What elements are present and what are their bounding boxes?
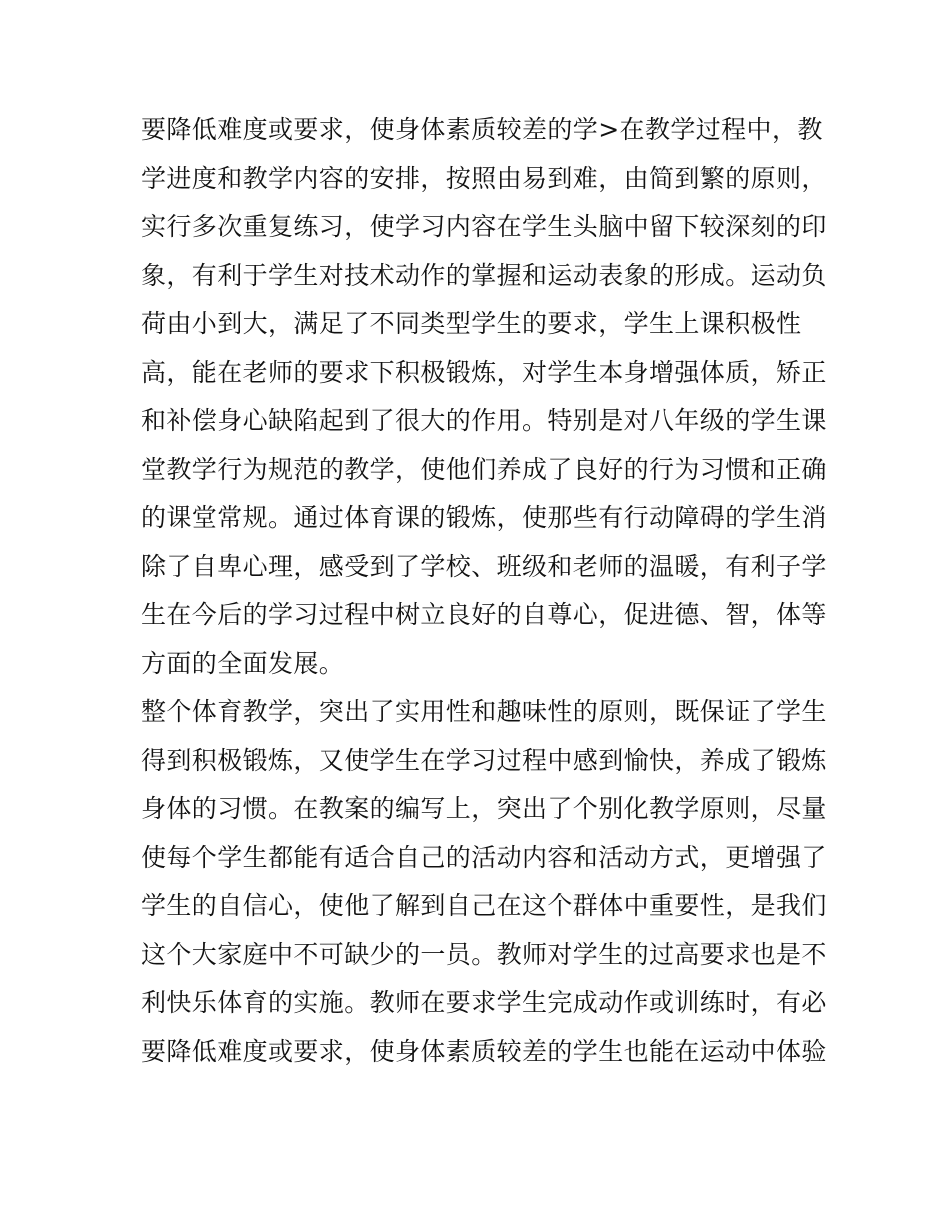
text-line: 要降低难度或要求，使身体素质较差的学生也能在运动中体验 xyxy=(141,1036,827,1066)
text-line: 象，有利于学生对技术动作的掌握和运动表象的形成。运动负 xyxy=(141,260,827,290)
text-line: 整个体育教学，突出了实用性和趣味性的原则，既保证了学生 xyxy=(141,697,827,726)
text-line: 和补偿身心缺陷起到了很大的作用。特别是对八年级的学生课 xyxy=(141,406,827,435)
body-text xyxy=(141,106,827,1076)
text-line: 高，能在老师的要求下积极锻炼，对学生本身增强体质，矫正 xyxy=(141,357,827,387)
text-line: 堂教学行为规范的教学，使他们养成了良好的行为习惯和正确 xyxy=(141,454,827,484)
text-line: 学生的自信心，使他了解到自己在这个群体中重要性，是我们 xyxy=(141,891,827,920)
text-line: 利快乐体育的实施。教师在要求学生完成动作或训练时，有必 xyxy=(141,988,827,1017)
text-line: 身体的习惯。在教案的编写上，突出了个别化教学原则，尽量 xyxy=(141,794,827,823)
text-line: 学进度和教学内容的安排，按照由易到难，由简到繁的原则， xyxy=(141,163,827,193)
text-line: 的课堂常规。通过体育课的锻炼，使那些有行动障碍的学生消 xyxy=(141,503,827,532)
text-line: 除了自卑心理，感受到了学校、班级和老师的温暖，有利子学 xyxy=(141,551,827,581)
text-line: 得到积极锻炼，又使学生在学习过程中感到愉快，养成了锻炼 xyxy=(141,745,827,775)
text-line: 这个大家庭中不可缺少的一员。教师对学生的过高要求也是不 xyxy=(141,939,827,969)
text-line: 要降低难度或要求，使身体素质较差的学>在教学过程中，教 xyxy=(141,115,823,144)
text-line: 使每个学生都能有适合自己的活动内容和活动方式，更增强了 xyxy=(141,842,827,872)
text-line: 荷由小到大，满足了不同类型学生的要求，学生上课积极性 xyxy=(141,309,802,338)
text-line: 生在今后的学习过程中树立良好的自尊心，促进德、智，体等 xyxy=(141,600,827,629)
text-line: 实行多次重复练习，使学习内容在学生头脑中留下较深刻的印 xyxy=(141,212,827,241)
text-line: 方面的全面发展。 xyxy=(141,648,345,678)
